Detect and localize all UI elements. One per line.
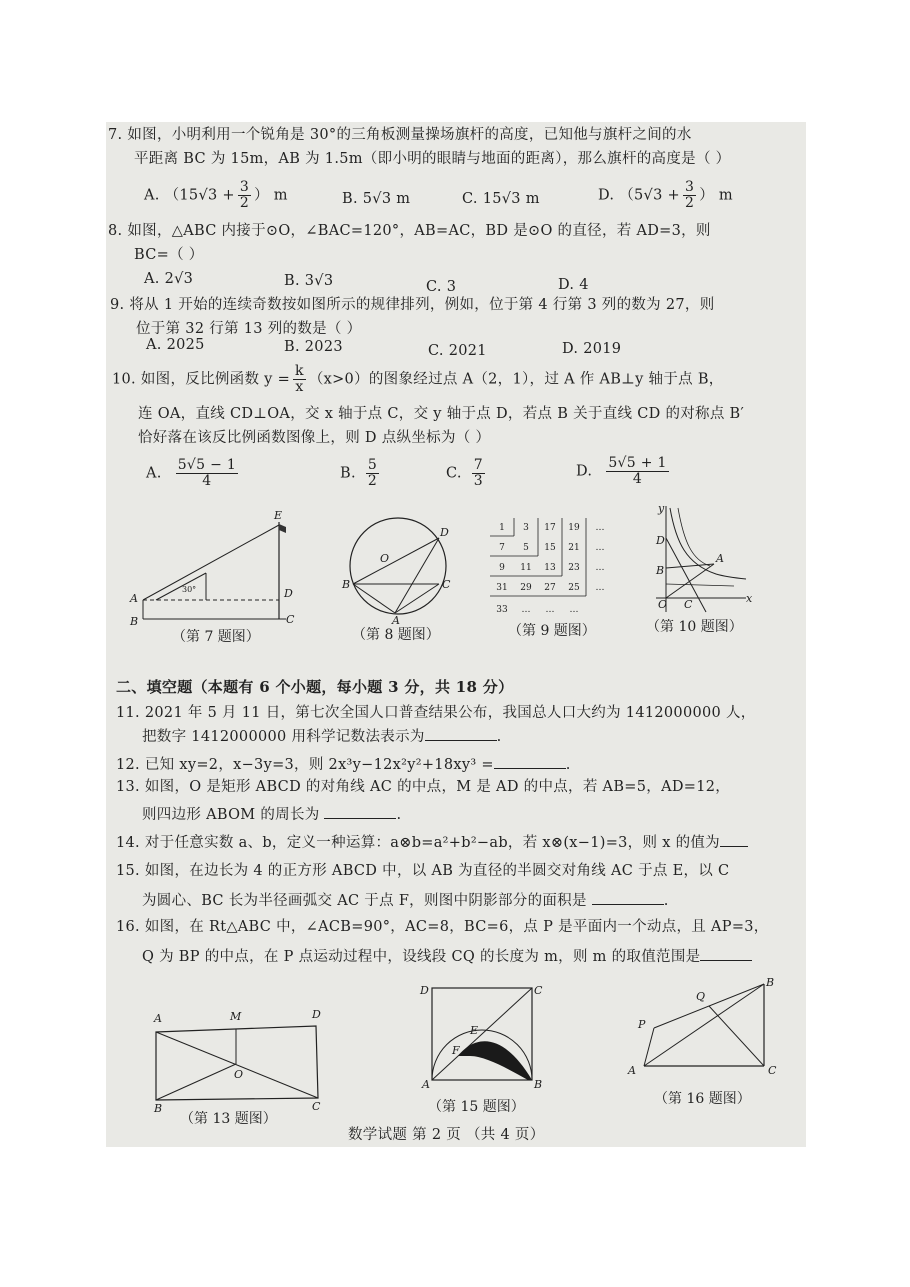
q10-option-b: B. $\frac{5}{2}$ — [340, 457, 378, 489]
fig8-label-o: O — [380, 552, 390, 565]
q8-option-a: A. 2√3 — [144, 271, 194, 287]
q10-option-d: D. $\frac{5√5 + 1}{4}$ — [576, 455, 667, 487]
fig10-label-c: C — [684, 598, 693, 611]
q7-option-c: C. 15√3 m — [462, 191, 540, 207]
q11-answer-blank[interactable] — [425, 739, 497, 741]
fig7-label-c: C — [286, 613, 295, 626]
fig10-label-y: y — [658, 502, 665, 515]
fig7-label-a: A — [130, 592, 138, 605]
fig9-cell: … — [595, 543, 605, 553]
figure-10 — [646, 502, 756, 622]
q16-line2: Q 为 BP 的中点，在 P 点运动过程中，设线段 CQ 的长度为 m，则 m 的取值范围是 — [142, 948, 752, 966]
fig9-cell: … — [545, 605, 555, 615]
q14: 14. 对于任意实数 a、b，定义一种运算：a⊗b=a²+b²−ab，若 x⊗(x−1)=3，则 x 的值为 — [116, 834, 748, 852]
fig10-caption: （第 10 题图） — [646, 619, 743, 635]
fig16-caption: （第 16 题图） — [654, 1091, 751, 1107]
fig16-label-a: A — [628, 1064, 636, 1077]
q9-line2: 位于第 32 行第 13 列的数是（ ） — [136, 321, 362, 337]
fig9-cell: 23 — [568, 563, 580, 573]
q12-answer-blank[interactable] — [494, 767, 566, 769]
fig10-label-a: A — [716, 552, 724, 565]
figure-13 — [146, 1006, 332, 1116]
q13-line1: 13. 如图，O 是矩形 ABCD 的对角线 AC 的中点，M 是 AD 的中点，若 AB=5，AD=12， — [116, 779, 731, 795]
fig13-label-a: A — [154, 1012, 162, 1025]
q10-option-a: A. $\frac{5√5 - 1}{4}$ — [146, 457, 237, 489]
fig7-label-b: B — [130, 615, 139, 628]
q14-answer-blank[interactable] — [720, 845, 748, 847]
q12: 12. 已知 xy=2，x−3y=3，则 2x³y−12x²y²+18xy³ = . — [116, 757, 571, 773]
q7-line2: 平距离 BC 为 15m，AB 为 1.5m（即小明的眼睛与地面的距离），那么旗杆的高度是（ ） — [134, 151, 731, 167]
fig9-cell: 7 — [499, 543, 505, 553]
fig8-label-a: A — [392, 614, 400, 627]
q7-option-b: B. 5√3 m — [342, 191, 411, 207]
fig15-label-c: C — [534, 984, 543, 997]
fig15-label-f: F — [452, 1044, 460, 1057]
fig9-cell: 31 — [496, 583, 508, 593]
q7-option-d: D. （5√3 + $\frac{3}{2}$ ） m — [598, 179, 733, 211]
fig9-cell: 19 — [568, 523, 580, 533]
q13-answer-blank[interactable] — [324, 817, 396, 819]
fig15-label-d: D — [420, 984, 429, 997]
fig9-cell: 17 — [544, 523, 556, 533]
fig10-label-b: B — [656, 564, 665, 577]
page-footer: 数学试题 第 2 页 （共 4 页） — [348, 1127, 545, 1143]
q16-line1: 16. 如图，在 Rt△ABC 中，∠ACB=90°，AC=8，BC=6，点 P 是平面内一个动点，且 AP=3， — [116, 919, 769, 935]
section2-heading: 二、填空题（本题有 6 个小题，每小题 3 分，共 18 分） — [116, 678, 514, 696]
q8-option-d: D. 4 — [558, 277, 589, 293]
q10-line2: 连 OA，直线 CD⊥OA，交 x 轴于点 C，交 y 轴于点 D，若点 B 关于直线 CD 的对称点 B′ — [138, 406, 745, 422]
fig9-cell: 11 — [520, 563, 532, 573]
q9-option-d: D. 2019 — [562, 341, 622, 357]
fig15-caption: （第 15 题图） — [428, 1099, 525, 1115]
fig13-label-c: C — [312, 1100, 321, 1113]
q15-line1: 15. 如图，在边长为 4 的正方形 ABCD 中，以 AB 为直径的半圆交对角线 AC 于点 E，以 C — [116, 863, 730, 879]
q10-option-c: C. $\frac{7}{3}$ — [446, 457, 484, 489]
fig10-label-x: x — [746, 592, 753, 605]
q7-option-a: A. （15√3 + $\frac{3}{2}$ ） m — [144, 179, 288, 211]
fig16-label-c: C — [768, 1064, 777, 1077]
figure-8 — [336, 512, 456, 627]
figure-16 — [624, 978, 794, 1078]
fig9-cell: 25 — [568, 583, 580, 593]
fig8-label-b: B — [342, 578, 351, 591]
q10-line3: 恰好落在该反比例函数图像上，则 D 点纵坐标为（ ） — [138, 430, 491, 446]
fig9-cell: … — [595, 563, 605, 573]
q11-line1: 11. 2021 年 5 月 11 日，第七次全国人口普查结果公布，我国总人口大约为 1412000000 人， — [116, 705, 756, 721]
fig9-cell: 1 — [499, 523, 505, 533]
fig13-caption: （第 13 题图） — [180, 1111, 277, 1127]
q9-line1: 9. 将从 1 开始的连续奇数按如图所示的规律排列，例如，位于第 4 行第 3 列的数为 27，则 — [110, 297, 715, 313]
fig9-cell: 21 — [568, 543, 580, 553]
q9-option-c: C. 2021 — [428, 343, 487, 359]
q8-option-b: B. 3√3 — [284, 273, 334, 289]
fig9-cell: … — [595, 583, 605, 593]
q15-answer-blank[interactable] — [592, 903, 664, 905]
fig13-label-o: O — [234, 1068, 244, 1081]
fig16-label-b: B — [766, 976, 775, 989]
fig8-label-d: D — [440, 526, 449, 539]
q11-line2: 把数字 1412000000 用科学记数法表示为 . — [142, 729, 502, 745]
q9-option-a: A. 2025 — [146, 337, 205, 353]
fig15-label-a: A — [422, 1078, 430, 1091]
fig7-label-d: D — [284, 587, 293, 600]
fig9-cell: 29 — [520, 583, 532, 593]
fig15-label-e: E — [470, 1024, 479, 1037]
q8-line1: 8. 如图，△ABC 内接于⊙O，∠BAC=120°，AB=AC，BD 是⊙O 的直径，若 AD=3，则 — [108, 223, 711, 239]
fig9-cell: 9 — [499, 563, 505, 573]
fig16-label-p: P — [638, 1018, 646, 1031]
q10-line1: 10. 如图，反比例函数 y = $\frac{k}{x}$ （x>0）的图象经过点 A（2，1），过 A 作 AB⊥y 轴于点 B， — [112, 363, 724, 395]
fig9-cell: 15 — [544, 543, 556, 553]
fig9-cell: 33 — [496, 605, 508, 615]
fig7-caption: （第 7 题图） — [172, 629, 260, 645]
figure-15 — [418, 982, 548, 1092]
fig8-label-c: C — [442, 578, 451, 591]
fig10-label-d: D — [656, 534, 665, 547]
fig7-label-e: E — [274, 509, 283, 522]
fig9-cell: 5 — [523, 543, 529, 553]
q16-answer-blank[interactable] — [700, 959, 752, 961]
fig15-label-b: B — [534, 1078, 543, 1091]
figure-9 — [486, 514, 626, 624]
figure-7 — [126, 507, 296, 627]
fig13-label-d: D — [312, 1008, 321, 1021]
fig9-caption: （第 9 题图） — [508, 623, 596, 639]
fig16-label-q: Q — [696, 990, 706, 1003]
fig9-cell: … — [569, 605, 579, 615]
q13-line2: 则四边形 ABOM 的周长为 . — [142, 807, 402, 823]
fig9-cell: 27 — [544, 583, 556, 593]
fig13-label-m: M — [230, 1010, 242, 1023]
fig8-caption: （第 8 题图） — [352, 627, 440, 643]
fig13-label-b: B — [154, 1102, 163, 1115]
q8-line2: BC=（ ） — [134, 247, 204, 263]
q7-line1: 7. 如图，小明利用一个锐角是 30°的三角板测量操场旗杆的高度，已知他与旗杆之间的水 — [108, 127, 692, 143]
exam-page — [106, 122, 806, 1147]
fig9-cell: 3 — [523, 523, 529, 533]
q15-line2: 为圆心、BC 长为半径画弧交 AC 于点 F，则图中阴影部分的面积是 . — [142, 893, 669, 909]
fig9-cell: … — [521, 605, 531, 615]
fig9-cell: … — [595, 523, 605, 533]
fig9-cell: 13 — [544, 563, 556, 573]
fig10-label-o: O — [658, 598, 668, 611]
q8-option-c: C. 3 — [426, 279, 457, 295]
q9-option-b: B. 2023 — [284, 339, 343, 355]
fig7-angle: 30° — [182, 585, 197, 594]
